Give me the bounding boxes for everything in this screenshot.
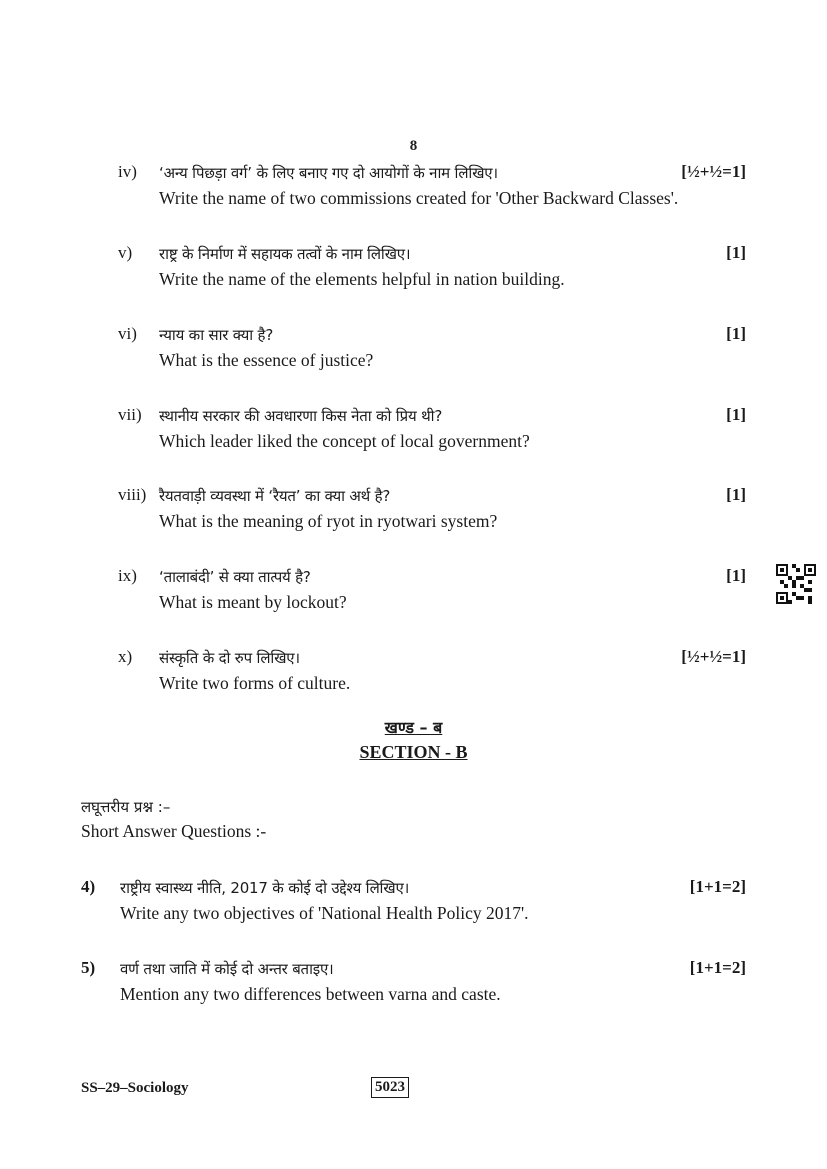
question-text-hindi: वर्ण तथा जाति में कोई दो अन्तर बताइए। <box>120 960 334 978</box>
question-text-english: What is the essence of justice? <box>159 350 374 370</box>
question-text-english: Write any two objectives of 'National Health Policy 2017'. <box>120 903 529 923</box>
question-text-hindi: संस्कृति के दो रुप लिखिए। <box>159 649 300 667</box>
question-number: v) <box>118 243 133 262</box>
question-text-english: What is the meaning of ryot in ryotwari system? <box>159 511 498 531</box>
question-number: ix) <box>118 566 137 585</box>
question-text-hindi: न्याय का सार क्या है? <box>159 326 274 344</box>
question-number: iv) <box>118 162 137 181</box>
section-heading: SECTION - B <box>359 742 468 762</box>
question-text-english: What is meant by lockout? <box>159 592 347 612</box>
question-marks: [1] <box>726 485 746 504</box>
question-number: vi) <box>118 324 137 343</box>
question-marks: [1] <box>726 405 746 424</box>
question-text-hindi: स्थानीय सरकार की अवधारणा किस नेता को प्रिय थी? <box>159 407 443 425</box>
question-number: viii) <box>118 485 147 504</box>
question-marks: [1] <box>726 324 746 343</box>
footer-paper-code: 5023 <box>371 1077 409 1098</box>
question-text-hindi: ‘अन्य पिछड़ा वर्ग’ के लिए बनाए गए दो आयोगों के नाम लिखिए। <box>159 164 498 182</box>
question-number: 5) <box>81 958 96 977</box>
question-text-english: Write the name of the elements helpful in nation building. <box>159 269 565 289</box>
question-text-english: Write two forms of culture. <box>159 673 351 693</box>
question-text-english: Mention any two differences between varna and caste. <box>120 984 501 1004</box>
page-number: 8 <box>409 138 418 154</box>
question-marks: [1+1=2] <box>689 877 746 896</box>
question-number: 4) <box>81 877 96 896</box>
question-text-hindi: राष्ट्र के निर्माण में सहायक तत्वों के नाम लिखिए। <box>159 245 411 263</box>
qr-code <box>776 564 816 604</box>
question-marks: [½+½=1] <box>681 647 746 666</box>
question-marks: [1] <box>726 566 746 585</box>
question-text-hindi: रैयतवाड़ी व्यवस्था में ‘रैयत’ का क्या अर्थ है? <box>159 487 391 505</box>
question-marks: [½+½=1] <box>681 162 746 181</box>
question-number: x) <box>118 647 133 666</box>
section-heading-hindi: खण्ड – ब <box>384 718 443 737</box>
question-text-hindi: ‘तालाबंदी’ से क्या तात्पर्य है? <box>159 568 311 586</box>
question-text-hindi: राष्ट्रीय स्वास्थ्य नीति, 2017 के कोई दो उद्देश्य लिखिए। <box>120 879 410 897</box>
question-marks: [1] <box>726 243 746 262</box>
question-marks: [1+1=2] <box>689 958 746 977</box>
question-text-english: Which leader liked the concept of local government? <box>159 431 530 451</box>
short-answer-heading: Short Answer Questions :- <box>81 821 267 841</box>
short-answer-heading-hindi: लघूत्तरीय प्रश्न :– <box>81 798 171 816</box>
question-number: vii) <box>118 405 142 424</box>
question-text-english: Write the name of two commissions created for 'Other Backward Classes'. <box>159 188 679 208</box>
footer-subject-code: SS–29–Sociology <box>81 1080 189 1096</box>
